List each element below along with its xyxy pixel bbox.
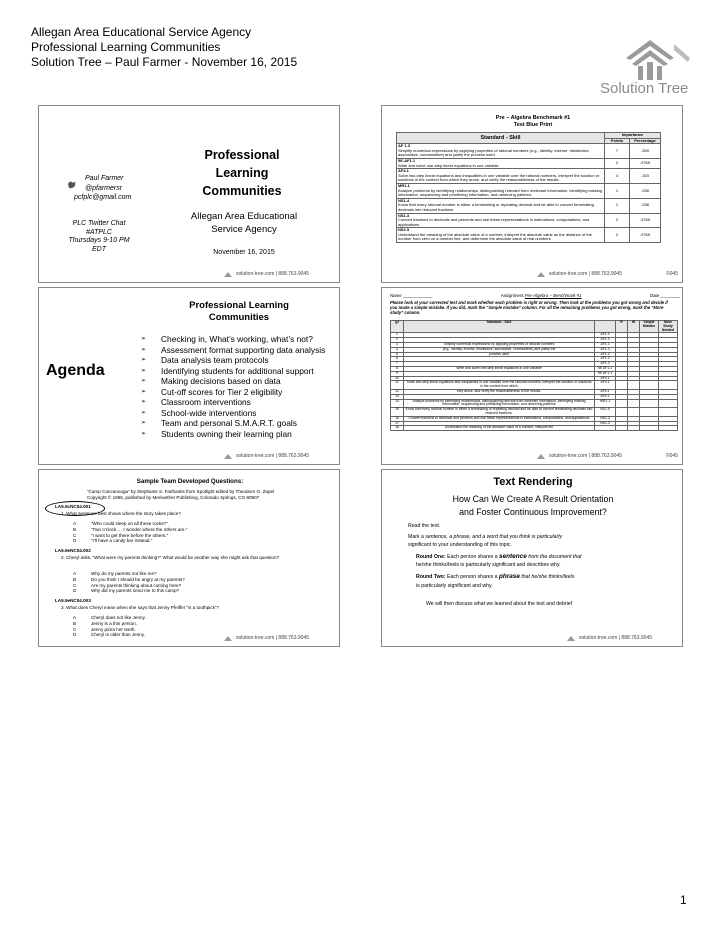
worksheet-row [391,408,678,417]
q2-options [73,571,323,594]
q2-text: 2. Cheryl asks, “What were my parents thinking?” What would be another way she might ask that question? [61,555,280,560]
mark-italic: sentence, a phrase, and a word that you think is particularly [425,533,562,540]
text-rendering-title: Text Rendering [493,476,573,488]
option-letter: D [73,632,77,638]
final-instruction: We will then discuss what we learned about the text and debrief [426,601,573,608]
header-line-3: Solution Tree – Paul Farmer - November 16, 2015 [31,55,298,69]
col-percentage: Percentage [630,138,661,144]
name-label: Name [390,293,402,298]
header-line-2: Professional Learning Communities [31,40,221,54]
col-standard-skill: Standard - Skill [404,321,595,333]
blueprint-row [397,183,661,198]
agenda-slide-title [139,300,339,324]
standard-code-cell: AF1.3 [595,338,616,343]
blueprint-title-line-2: Test Blue Print [513,122,553,128]
standard-code-cell: NS1.3 [595,421,616,426]
col-simple-mistake: Simple Mistake [640,321,659,333]
agenda-item: ➢ Classroom interventions [139,397,334,408]
standard-description: Write and solve one-step linear equations in one variable [398,162,499,168]
right-cell [616,408,628,417]
presentation-date: November 16, 2015 [213,249,275,256]
question-number-cell: 7 [391,362,404,367]
round-one-line-2: he/she thinks/feels is particularly significant and describes why. [416,562,561,569]
question-number-cell: 4 [391,347,404,352]
source-line-1: “Camp Cancanooga” by Stephanie S. Fairbanks from Spotlight edited by Theodore O. Zapel [87,489,275,494]
slide-student-worksheet [381,287,683,465]
logo-mark-icon [224,636,232,641]
right-cell [616,426,628,431]
percentage-cell: .269 [630,144,661,159]
option-text: Why do my parents not like me? [91,571,157,576]
option-letter: B [73,526,77,532]
option-letter: A [73,521,77,526]
solution-tree-logo [580,36,710,98]
q3-text: 3. What does Cheryl mean when she says that Jenny Pfeiffer “is a toothpick”? [61,605,219,610]
option-letter: B [73,576,77,582]
question-number-cell: 9 [391,371,404,376]
standard-description: Simplify numerical expressions by applying properties of rational numbers (e.g., identity, inverse, distributive, associative, commutative) and justify the process used [398,147,590,158]
standard-code: MR1.1 [398,182,410,188]
wrong-cell [628,426,640,431]
percentage-cell: .0769 [630,158,661,168]
agenda-item: ➢ Identifying students for additional support [139,366,334,377]
blueprint-standard-cell [397,198,605,213]
answer-option [73,588,323,594]
round-one-pre: Each person shares a [445,553,500,560]
source-line-2: Copyright © 1995, published by Meriwether Publishing, Colorado Springs, CO 80907 [87,494,260,500]
question-number-cell: 13 [391,394,404,399]
question-number-cell: 17 [391,421,404,426]
round-two-pre: Each person shares a [445,573,499,580]
slide-title [38,105,340,283]
option-letter: C [73,626,77,632]
option-letter: C [73,582,77,588]
question-number-cell: 11 [391,381,404,390]
mark-post: significant to your understanding of this topic. [408,542,512,549]
question-number-cell: 15 [391,408,404,417]
agenda-item: ➢ Assessment format supporting data analysis [139,345,334,356]
points-cell: 2 [605,158,630,168]
col-importance: Importance [605,133,661,139]
blueprint-row [397,169,661,184]
presenter-twitter: @pfarmersr [85,184,123,192]
percentage-cell: .153 [630,169,661,184]
standard-code-cell: 5E AF1.1 [595,371,616,376]
date-field: Date ________ [649,293,680,298]
q3-code: LA5.5eNC04.003 [55,598,91,603]
text-rendering-subtitle [382,493,683,519]
standard-code-cell: AF4.1 [595,389,616,394]
questions-title: Sample Team Developed Questions: [136,478,244,485]
question-number-cell: 10 [391,376,404,381]
answer-option [73,538,323,544]
footer-text: solution-tree.com | 888.763.9045 [548,453,622,459]
option-text: Are my parents thinking about coming here? [91,582,182,588]
standard-code-cell: AF1.3 [595,342,616,347]
mark-instruction [408,533,678,542]
standard-description: Convert fractions to decimals and percents and use these representations in estimations, computations, and applications [398,217,590,227]
standard-code: NS1.3 [398,212,410,218]
points-cell: 2 [605,213,630,228]
agenda-item: ➢ Making decisions based on data [139,376,334,387]
logo-mark-icon [537,454,545,459]
page-code: ©045 [665,453,678,459]
standard-code-cell [595,426,616,431]
slide-title-heading [192,146,292,200]
presenter-info [85,174,124,193]
logo-mark-icon [224,272,232,277]
slide-footer [537,271,622,277]
more-study-cell [659,399,678,408]
standard-skill-cell: Solve two-step linear equations and inequalities in one variable over the rational numbers, interpret the solution or solutions in the context from which [404,381,595,390]
standard-code: NS2.5 [398,227,410,233]
blueprint-row [397,198,661,213]
col-wrong: W [628,321,640,333]
standard-skill-cell: Convert fractions to decimals and percents and use these representations in estimations, computations, and applications [404,416,595,421]
standard-code-cell: MR1.1 [595,399,616,408]
footer-text: solution-tree.com | 888.763.9045 [235,271,309,277]
round-two [408,573,678,582]
col-points: Points [605,138,630,144]
option-letter: C [73,532,77,538]
option-letter: B [73,620,77,626]
percentage-cell: .038 [630,183,661,198]
percentage-cell: .038 [630,198,661,213]
text-rendering-instructions [408,522,678,609]
wrong-cell [628,381,640,390]
blueprint-standard-cell [397,213,605,228]
q1-options [73,521,323,544]
round-one-word: sentence [499,552,527,560]
footer-text: solution-tree.com | 888.763.9045 [235,453,309,459]
slide-footer [567,635,652,641]
q2-code: LA5.5eNC04.002 [55,548,91,553]
more-study-cell [659,381,678,390]
question-number-cell: 6 [391,357,404,362]
q1-text: 1. What sentence best shows where the story takes place? [61,511,181,516]
blueprint-row [397,228,661,243]
question-number-cell: 1 [391,333,404,338]
slide-agenda [38,287,340,465]
agenda-label: Agenda [46,362,105,379]
more-study-cell [659,408,678,417]
option-letter: A [73,615,77,620]
points-cell: 7 [605,144,630,159]
agenda-item: ➢ Data analysis team protocols [139,355,334,366]
standard-skill-cell: they arose, and verify the reasonableness of the results. [404,389,595,394]
more-study-cell [659,426,678,431]
option-text: “I want to get there before the others.” [91,532,169,538]
logo-mark-icon [224,454,232,459]
right-cell [616,381,628,390]
round-two-post: that he/she thinks/feels [519,573,575,580]
page-number: 1 [680,893,687,907]
blueprint-standard-cell [397,144,605,159]
twitter-bird-icon [67,176,77,185]
standard-code: AF4.1 [398,168,409,174]
slide-footer [224,271,309,277]
round-one-post: from the document that [526,553,582,560]
assignment-label: Assignment [500,293,524,298]
points-cell: 1 [605,198,630,213]
option-letter: D [73,588,77,594]
standard-skill-cell: Analyze problems by identifying relationships, distinguishing relevant from irrelevant information, identifying missing information, sequencing and prioritizing information, and observing patterns [404,399,595,408]
logo-text: Solution Tree [600,80,689,97]
round-one [408,553,678,562]
option-text: Jenny picks her teeth. [91,626,136,632]
option-text: Why did my parents send me to this camp? [91,588,180,594]
col-q: Q# [391,321,404,333]
round-two-line-2: is particularly significant and why. [416,582,493,589]
blueprint-title-line-1: Pre – Algebra Benchmark #1 [495,115,571,121]
standard-code-cell: AF1.3 [595,357,616,362]
standard-description: Know that every rational number is either a terminating or repeating decimal and be able to convert terminating decimals into reduced fractions [398,202,594,212]
standard-code-cell: AF1.3 [595,352,616,357]
assignment-value: Pre-Algebra – Benchmark #1 [524,293,582,298]
percentage-cell: .0769 [630,213,661,228]
subtitle-line-1: How Can We Create A Result Orientation [452,494,614,504]
blueprint-title [382,115,683,129]
blueprint-row [397,144,661,159]
mark-pre: Mark a [408,533,426,540]
col-right: R [616,321,628,333]
agenda-item: ➢ School-wide interventions [139,408,334,419]
wrong-cell [628,408,640,417]
agenda-list [139,334,334,439]
org-line-1: Allegan Area Educational [190,211,298,222]
standard-code-cell: AF1.3 [595,362,616,367]
question-number-cell: 5 [391,352,404,357]
round-one-label: Round One: [416,553,446,560]
read-instruction: Read the text. [408,523,441,529]
blueprint-standard-cell [397,228,605,243]
col-standard: Standard - Skill [397,133,605,144]
blueprint-table [396,132,661,243]
option-text: Jenny is a thin person. [91,620,137,626]
title-line-1: Professional [204,148,280,162]
footer-text: solution-tree.com | 888.763.9045 [235,635,309,641]
agenda-item: ➢ Team and personal S.M.A.R.T. goals [139,418,334,429]
standard-skill-cell: Know that every rational number is either a terminating or repeating decimal and be able to convert terminating decimals into reduced fractions. [404,408,595,417]
footer-text: solution-tree.com | 888.763.9045 [578,635,652,641]
chat-line-4: EDT [92,245,106,253]
option-text: “I’ll have a candy bar instead.” [91,538,153,544]
option-letter: A [73,571,77,576]
standard-description: Understand the meaning of the absolute value of a number; interpret the absolute value as the distance of the number from zero on a number line, and determine the absolute value of real numbers [398,231,592,242]
agenda-item: ➢ Cut-off scores for Tier 2 eligibility [139,387,334,398]
presenter-name: Paul Farmer [85,175,124,182]
slide-footer [224,635,309,641]
org-line-2: Service Agency [211,224,277,235]
standard-code: AF 1.3 [398,143,411,149]
percentage-cell: .0769 [630,228,661,243]
date-label: Date [649,293,660,298]
option-text: “Who could sleep on all these rocks?” [91,521,168,526]
simple-mistake-cell [640,381,659,390]
points-cell: 2 [605,228,630,243]
worksheet-row [391,426,678,431]
blueprint-row [397,213,661,228]
right-cell [616,399,628,408]
simple-mistake-cell [640,399,659,408]
question-number-cell: 16 [391,416,404,421]
twitter-chat-info [59,220,139,254]
slide-blueprint [381,105,683,283]
question-number-cell: 12 [391,389,404,394]
standard-skill-cell: Understand the meaning of the absolute value of a number; interpret the [404,426,595,431]
blueprint-standard-cell [397,158,605,168]
header-line-1: Allegan Area Educational Service Agency [31,25,252,39]
standard-code-cell: NS1.5 [595,408,616,417]
slide-footer [537,453,622,459]
standard-description: Solve two-step linear equations and inequalities in one variable over the rational numbers, interpret the solution or solutions in the context from which they arose, and verify the reasonableness of the results. [398,172,600,183]
question-number-cell: 18 [391,426,404,431]
assignment-field [501,293,582,298]
wrong-cell [628,399,640,408]
slide-text-rendering [381,469,683,647]
chat-line-1: PLC Twitter Chat [72,220,126,227]
points-cell: 1 [605,183,630,198]
option-text: Do you think I should be angry at my parents? [91,576,185,582]
option-text: Cheryl is older than Jenny. [91,632,146,638]
standard-code: 5E-AF1.1 [398,157,416,163]
standard-skill-cell: Simplify numerical expressions by applying properties of rational numbers [404,342,595,347]
story-source [87,489,337,501]
organization [174,210,314,236]
standard-code-cell: NS1.3 [595,416,616,421]
worksheet-instructions: Please look at your corrected test and mark whether each problem is right or wrong. Then look at the problems you got wrong and decide if you made a simple mistake. If you did, mark the “Simple mistake” column. For all the remaining problems you got wrong, mark the “More study” column. [390,300,668,315]
question-number-cell: 14 [391,399,404,408]
col-more-study: More Study Needed [659,321,678,333]
standard-skill-cell: Write and solve one-step linear equations in one variable [404,366,595,371]
page-code: ©045 [665,271,678,277]
standard-description: Analyze problems by identifying relationships, distinguishing relevant from irrelevant information, identifying missing information, sequencing and prioritizing information, and observing patterns [398,187,603,198]
blueprint-standard-cell [397,183,605,198]
standard-code-cell: AF4.1 [595,376,616,381]
standard-code-cell: 5E AF1.1 [595,366,616,371]
slide-sample-questions [38,469,340,647]
question-number-cell: 3 [391,342,404,347]
chat-line-2: #ATPLC [86,228,112,236]
standard-code-cell: AF4.1 [595,394,616,399]
simple-mistake-cell [640,408,659,417]
standard-skill-cell: (e.g., identity, inverse, distributive, associative, commutative) and justify the [404,347,595,352]
option-text: “Two o’clock … I wonder where the others are.” [91,526,188,532]
agenda-item: ➢ Students owning their learning plan [139,429,334,440]
title-line-2: Learning [215,166,269,180]
name-field: Name ____________ [390,293,433,298]
logo-mark-icon [567,636,575,641]
standard-skill-cell: process used [404,352,595,357]
title-line-3: Communities [202,184,282,198]
option-letter: D [73,538,77,544]
chat-line-3: Thursdays 9-10 PM [68,237,130,244]
slide-footer [224,453,309,459]
presenter-email: pcfplc@gmail.com [74,194,132,201]
subtitle-line-2: and Foster Continuous Improvement? [459,507,607,517]
agenda-title-line-1: Professional Learning [189,300,289,311]
agenda-title-line-2: Communities [208,312,270,323]
simple-mistake-cell [640,426,659,431]
worksheet-header [390,293,680,298]
agenda-item: ➢ Checking in, What’s working, what’s not? [139,334,334,345]
round-two-word: phrase [498,572,520,580]
blueprint-row [397,158,661,168]
question-number-cell: 8 [391,366,404,371]
footer-text: solution-tree.com | 888.763.9045 [548,271,622,277]
points-cell: 4 [605,169,630,184]
question-number-cell: 2 [391,338,404,343]
standard-code-cell: AF1.3 [595,347,616,352]
standard-code-cell: AF1.3 [595,333,616,338]
q1-code: LA5.5cNC04.001 [55,504,91,509]
option-text: Cheryl does not like Jenny. [91,615,146,620]
standard-code: NS1.4 [398,197,410,203]
logo-mark-icon [537,272,545,277]
standard-code-cell: AF4.1 [595,381,616,390]
round-two-label: Round Two: [416,573,446,580]
worksheet-table [390,320,678,431]
blueprint-standard-cell [397,169,605,184]
